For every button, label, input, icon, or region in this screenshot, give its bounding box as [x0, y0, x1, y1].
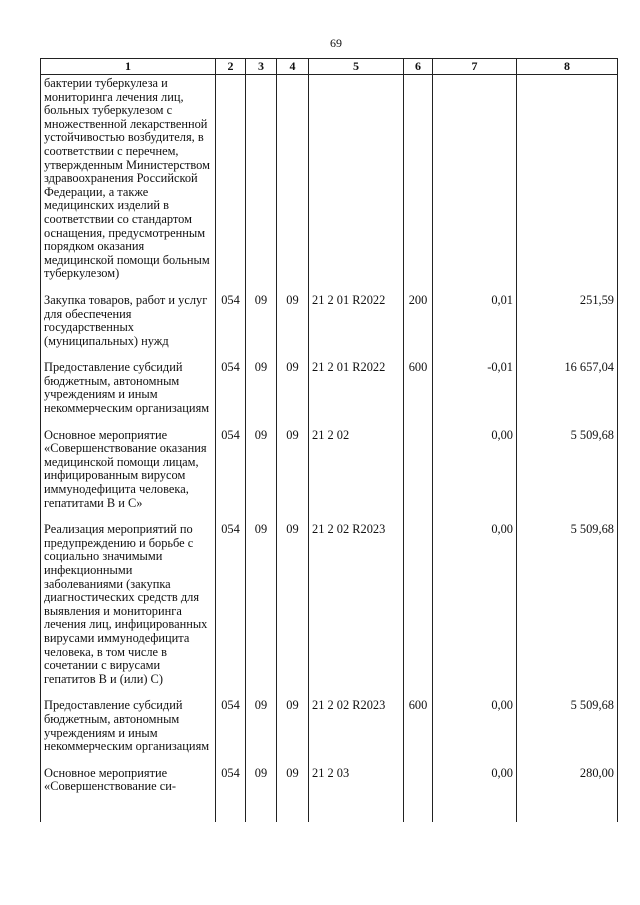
table-row: [41, 427, 618, 522]
cell-ministry: 054: [216, 697, 246, 764]
header-row: [41, 59, 618, 75]
cell-expense-type: 600: [404, 697, 433, 764]
cell-target-code: 21 2 01 R2022: [309, 359, 404, 426]
cell-section: 09: [246, 427, 277, 522]
cell-section: [246, 75, 277, 292]
cell-change: 0,00: [433, 697, 517, 764]
row-name: Предоставление субсидий бюджетным, автономным учреждениям и иным некоммерческим организациям: [41, 697, 216, 764]
col-header-6: 6: [404, 59, 433, 75]
col-header-7: 7: [433, 59, 517, 75]
row-name: Реализация мероприятий по предупреждению и борьбе с социально значимыми инфекционными заболеваниями (закупка диагностических средств для выявления и мониторинга лечения лиц, инфицированных вирусами иммунодефицита человека, в том числе в сочетании с вирусами гепатитов B и (или) C): [41, 521, 216, 697]
col-header-5: 5: [309, 59, 404, 75]
cell-section: 09: [246, 765, 277, 822]
table-row: [41, 765, 618, 822]
cell-ministry: [216, 75, 246, 292]
table-row: [41, 292, 618, 359]
cell-change: [433, 75, 517, 292]
cell-target-code: 21 2 03: [309, 765, 404, 822]
cell-expense-type: [404, 427, 433, 522]
cell-amount: [517, 75, 618, 292]
cell-subsection: [277, 75, 309, 292]
cell-ministry: 054: [216, 765, 246, 822]
cell-change: 0,01: [433, 292, 517, 359]
page-number: 69: [330, 36, 342, 50]
row-name: Закупка товаров, работ и услуг для обеспечения государственных (муниципальных) нужд: [41, 292, 216, 359]
cell-amount: 5 509,68: [517, 521, 618, 697]
cell-expense-type: 200: [404, 292, 433, 359]
table-row: [41, 697, 618, 764]
table-row: [41, 75, 618, 292]
cell-expense-type: [404, 765, 433, 822]
col-header-8: 8: [517, 59, 618, 75]
col-header-1: 1: [41, 59, 216, 75]
cell-section: 09: [246, 521, 277, 697]
budget-table: [40, 58, 618, 822]
cell-ministry: 054: [216, 427, 246, 522]
cell-ministry: 054: [216, 292, 246, 359]
col-header-2: 2: [216, 59, 246, 75]
cell-subsection: 09: [277, 765, 309, 822]
cell-change: 0,00: [433, 521, 517, 697]
row-name: Основное мероприятие «Совершенствование оказания медицинской помощи лицам, инфицированным вирусом иммунодефицита человека, гепатитами B и C»: [41, 427, 216, 522]
cell-change: -0,01: [433, 359, 517, 426]
cell-section: 09: [246, 359, 277, 426]
cell-expense-type: 600: [404, 359, 433, 426]
cell-target-code: 21 2 02 R2023: [309, 697, 404, 764]
cell-section: 09: [246, 292, 277, 359]
row-name: Предоставление субсидий бюджетным, автономным учреждениям и иным некоммерческим организациям: [41, 359, 216, 426]
cell-amount: 280,00: [517, 765, 618, 822]
cell-ministry: 054: [216, 521, 246, 697]
cell-subsection: 09: [277, 697, 309, 764]
cell-target-code: 21 2 01 R2022: [309, 292, 404, 359]
cell-expense-type: [404, 521, 433, 697]
cell-target-code: [309, 75, 404, 292]
cell-subsection: 09: [277, 292, 309, 359]
table-row: [41, 521, 618, 697]
cell-target-code: 21 2 02: [309, 427, 404, 522]
cell-amount: 16 657,04: [517, 359, 618, 426]
cell-subsection: 09: [277, 427, 309, 522]
col-header-4: 4: [277, 59, 309, 75]
cell-ministry: 054: [216, 359, 246, 426]
cell-subsection: 09: [277, 359, 309, 426]
cell-section: 09: [246, 697, 277, 764]
col-header-3: 3: [246, 59, 277, 75]
cell-amount: 5 509,68: [517, 697, 618, 764]
cell-amount: 5 509,68: [517, 427, 618, 522]
cell-expense-type: [404, 75, 433, 292]
cell-target-code: 21 2 02 R2023: [309, 521, 404, 697]
cell-amount: 251,59: [517, 292, 618, 359]
cell-change: 0,00: [433, 765, 517, 822]
table-row: [41, 359, 618, 426]
cell-subsection: 09: [277, 521, 309, 697]
row-name: бактерии туберкулеза и мониторинга лечения лиц, больных туберкулезом с множественной лекарственной устойчивостью возбудителя, в соответствии с перечнем, утвержденным Министерством здравоохранения Российской Федерации, а также медицинских изделий в соответствии со стандартом оснащения, предусмотренным порядком оказания медицинской помощи больным туберкулезом): [41, 75, 216, 292]
row-name: Основное мероприятие «Совершенствование си-: [41, 765, 216, 822]
cell-change: 0,00: [433, 427, 517, 522]
